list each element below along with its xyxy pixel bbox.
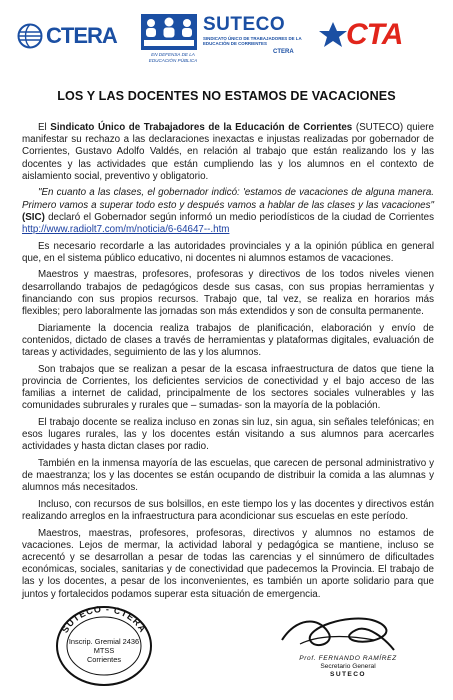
- suteco-subtitle: SINDICATO ÚNICO DE TRABAJADORES DE LA EDUCACIÓN DE CORRIENTES: [203, 36, 302, 47]
- paragraph-3: Es necesario recordarle a las autoridades provinciales y a la opinión pública en general que, en el sistema público educativo, ni docentes ni alumnos estamos de vacaciones.: [22, 240, 434, 264]
- ctera-globe-icon: [16, 22, 46, 52]
- signer-block: [288, 655, 408, 679]
- stamp-city: Corrientes: [86, 655, 122, 664]
- sic-marker: (SIC): [22, 211, 45, 223]
- suteco-people-icon: [141, 14, 197, 52]
- news-link[interactable]: http://www.radiolt7.com/m/noticia/6-64647--.htm: [22, 224, 230, 236]
- paragraph-6: Son trabajos que se realizan a pesar de la escasa infraestructura de datos que tiene la provincia de Corrientes, los deficientes servicios de conectividad y el bajo acceso de las familias a internet de calidad, principalmente de los sectores sociales vulnerables y las comunidades subrurales y rurales que – sumadas- son la mayoría de la población.: [22, 363, 434, 412]
- stamp-registration: Inscrip. Gremial 2436: [68, 637, 140, 646]
- ctera-logo: [16, 22, 128, 52]
- paragraph-5: Diariamente la docencia realiza trabajos de planificación, elaboración y envío de contenidos, dictado de clases a través de herramientas y plataformas digitales, evaluación de tareas y actividades, seguimiento de las y los alumnos.: [22, 322, 434, 359]
- suteco-logo: [141, 14, 309, 63]
- paragraph-2: [22, 187, 434, 236]
- paragraph-9: Incluso, con recursos de sus bolsillos, en este tiempo los y las docentes y directivos están realizando arreglos en la infraestructura para acondicionar sus escuelas en este período.: [22, 498, 434, 523]
- paragraph-1: [22, 122, 434, 183]
- paragraph-text: declaró el Gobernador según informó un medio periodísticos de la ciudad de Corrientes: [44, 211, 434, 223]
- ctera-wordmark: CTERA: [46, 23, 117, 48]
- stamp-ministry: MTSS: [93, 646, 115, 655]
- cta-star-icon: [316, 20, 350, 50]
- cta-logo: [316, 18, 436, 52]
- paragraph-4: Maestros y maestras, profesores, profesoras y directivos de los todos niveles vienen desarrollando trabajos de pedagógicos desde sus casas, con sus propias herramientas y financiando con sus propios recursos. Trabajo que, tal vez, se realiza en horarios más flexibles; pero laboralmente las jornadas son más extendidos y son de consulta permanente.: [22, 269, 434, 318]
- signer-role: Secretario General: [320, 663, 376, 670]
- union-name: Sindicato Único de Trabajadores de la Educación de Corrientes: [50, 122, 353, 133]
- signer-name: Prof. FERNANDO RAMÍREZ: [299, 655, 397, 662]
- cta-wordmark: CTA: [346, 18, 403, 51]
- stamp-ring-text: SUTECO - CTERA: [59, 604, 149, 635]
- suteco-wordmark: SUTECO: [203, 14, 286, 35]
- union-stamp: [54, 604, 154, 688]
- paragraph-10: Maestros, maestras, profesores, profesoras, directivos y alumnos no estamos de vacaciones. Lejos de mermar, la actividad laboral y pedagógica se mantiene, incluso se acrecentó y se desarrollan a pesar de todas las carencias y el sinnúmero de dificultades económicas, sociales, sanitarias y de conectividad que padecemos la Provincia. El trabajo de las y los docentes, a pesar de los inconvenientes, es también un aporte solidario para que juntos y fortalecidos podamos superar esta situación de emergencia.: [22, 527, 434, 600]
- page-title: LOS Y LAS DOCENTES NO ESTAMOS DE VACACIONES: [57, 89, 396, 103]
- paragraph-text: (SUTECO) quiere manifestar su rechazo a las declaraciones inexactas e injustas realizadas por gobernador de Corrientes, Gustavo Adolfo Valdés, en relación al trabajo que están realizando los y las docentes y las actividades que están cumpliendo las y los alumnos en el contexto de aislamiento social, preventivo y obligatorio.: [22, 122, 434, 182]
- paragraph-text: El: [38, 122, 51, 133]
- signer-org: SUTECO: [330, 671, 366, 678]
- suteco-affiliation: CTERA: [273, 49, 294, 55]
- paragraph-8: También en la inmensa mayoría de las escuelas, que carecen de personal administrativo y de maestranza; los y las docentes se están ocupando de distribuir la comida a las alumnas y alumnos más necesitados.: [22, 457, 434, 494]
- handwritten-signature: [276, 610, 400, 660]
- suteco-motto: EN DEFENSA DE LA EDUCACIÓN PÚBLICA: [148, 52, 198, 63]
- letter-body: [22, 122, 434, 605]
- paragraph-7: El trabajo docente se realiza incluso en zonas sin luz, sin agua, sin señales telefónicas; en esos lugares rurales, las y los docentes están visitando a sus alumnos para acercarles actividades y hasta dictan clases por radio.: [22, 416, 434, 453]
- letterhead: [0, 0, 453, 64]
- governor-quote: "En cuanto a las clases, el gobernador indicó: 'estamos de vacaciones de alguna manera. Primero vamos a superar todo esto y después vamos a hablar de las clases y las vacaciones": [22, 187, 434, 211]
